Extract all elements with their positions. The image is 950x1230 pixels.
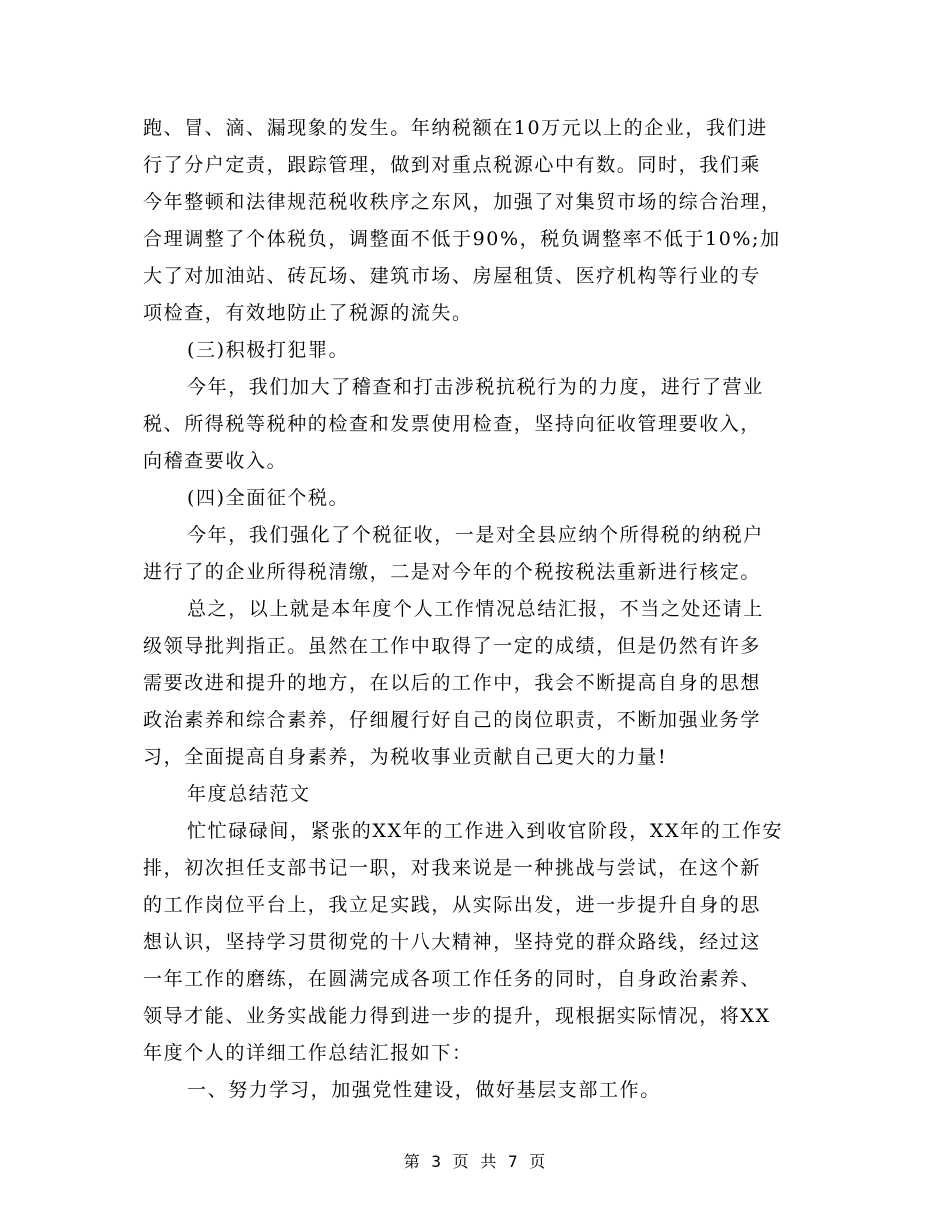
text-line: 大了对加油站、砖瓦场、建筑市场、房屋租赁、医疗机构等行业的专: [143, 265, 762, 287]
text-line: 级领导批判指正。虽然在工作中取得了一定的成绩，但是仍然有许多: [143, 635, 762, 657]
text-line: 行了分户定责，跟踪管理，做到对重点税源心中有数。同时，我们乘: [143, 154, 762, 176]
text-line: 领导才能、业务实战能力得到进一步的提升，现根据实际情况，将XX: [143, 1005, 771, 1027]
page-footer: [0, 1150, 950, 1174]
text-line: 项检查，有效地防止了税源的流失。: [143, 302, 473, 324]
text-line: 合理调整了个体税负，调整面不低于90%，税负调整率不低于10%;加: [143, 228, 781, 250]
document-body: [143, 110, 808, 1109]
section-heading: 一、努力学习，加强党性建设，做好基层支部工作。: [187, 1079, 661, 1101]
text-line: 想认识，坚持学习贯彻党的十八大精神，坚持党的群众路线，经过这: [143, 931, 762, 953]
section-heading: (四)全面征个税。: [187, 487, 350, 509]
section-heading: (三)积极打犯罪。: [187, 339, 350, 361]
paragraph-first-line: 今年，我们加大了稽查和打击涉税抗税行为的力度，进行了营业: [187, 376, 764, 398]
text-line: 跑、冒、滴、漏现象的发生。年纳税额在10万元以上的企业，我们进: [143, 117, 768, 139]
text-line: 排，初次担任支部书记一职，对我来说是一种挑战与尝试，在这个新: [143, 857, 762, 879]
text-line: 税、所得税等税种的检查和发票使用检查，坚持向征收管理要收入，: [143, 413, 762, 435]
text-line: 向稽查要收入。: [143, 450, 288, 472]
text-line: 今年整顿和法律规范税收秩序之东风，加强了对集贸市场的综合治理，: [143, 191, 782, 213]
paragraph-first-line: 忙忙碌碌间，紧张的XX年的工作进入到收官阶段，XX年的工作安: [187, 820, 784, 842]
paragraph-first-line: 今年，我们强化了个税征收，一是对全县应纳个所得税的纳税户: [187, 524, 764, 546]
text-line: 一年工作的磨练，在圆满完成各项工作任务的同时，自身政治素养、: [143, 968, 762, 990]
text-line: 年度个人的详细工作总结汇报如下：: [143, 1042, 473, 1064]
text-line: 进行了的企业所得税清缴，二是对今年的个税按税法重新进行核定。: [143, 561, 762, 583]
text-line: 的工作岗位平台上，我立足实践，从实际出发，进一步提升自身的思: [143, 894, 762, 916]
page-number: 第 3 页 共 7 页: [403, 1152, 547, 1171]
text-line: 政治素养和综合素养，仔细履行好自己的岗位职责，不断加强业务学: [143, 709, 762, 731]
text-line: 习，全面提高自身素养，为税收事业贡献自己更大的力量!: [143, 746, 668, 768]
paragraph-first-line: 总之，以上就是本年度个人工作情况总结汇报，不当之处还请上: [187, 598, 764, 620]
text-line: 需要改进和提升的地方，在以后的工作中，我会不断提高自身的思想: [143, 672, 762, 694]
section-title: 年度总结范文: [187, 783, 311, 805]
